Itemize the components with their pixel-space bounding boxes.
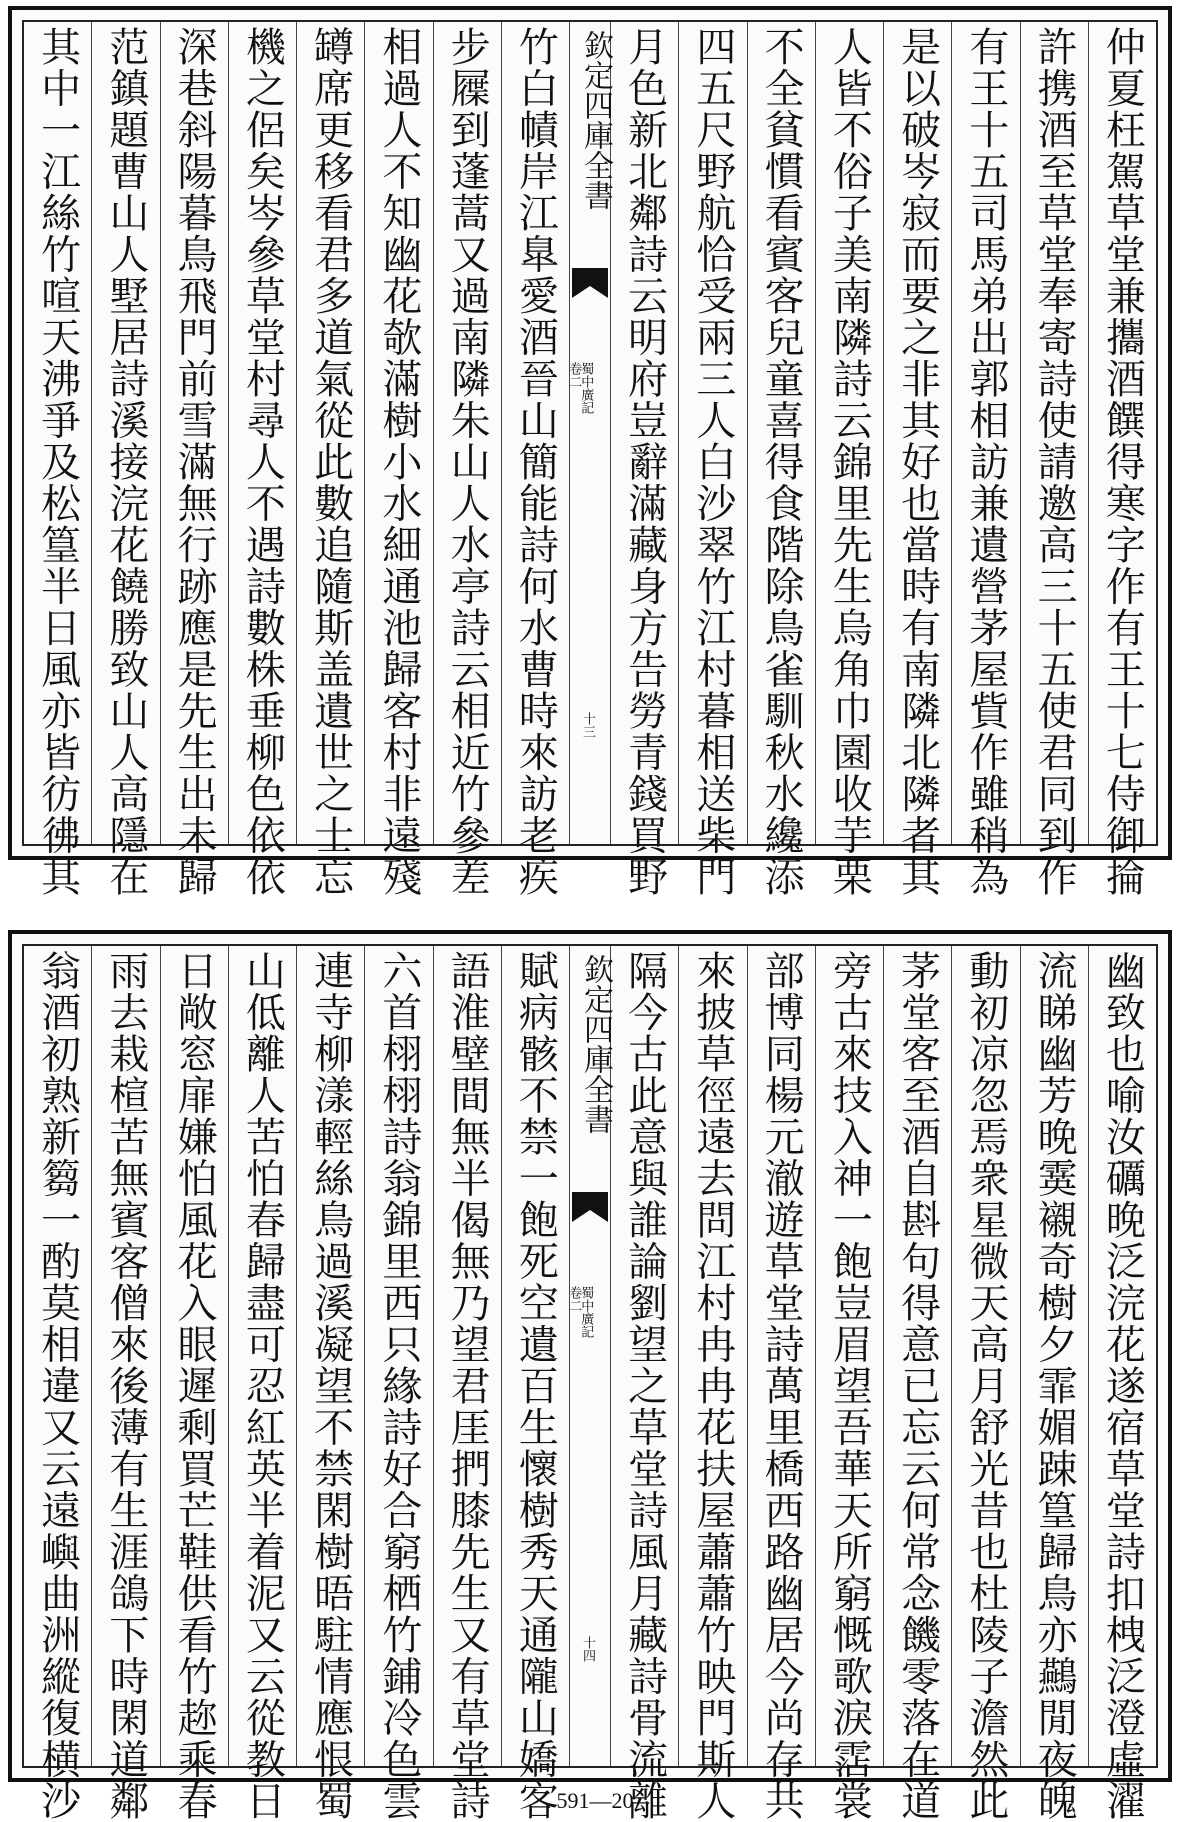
text-column <box>501 22 569 898</box>
column-text: 動初凉忽焉衆星微天高月舒光昔也杜陵子澹然此 <box>962 950 1009 1822</box>
book-subtitle: 蜀中廣記 <box>578 362 594 414</box>
column-text: 其中一江絲竹喧天沸爭及松篁半日風亦皆彷彿其 <box>34 26 81 898</box>
center-fold-margin <box>566 22 613 844</box>
top-page-panel <box>8 6 1172 898</box>
column-text: 日敞窓扉嫌怕風花入眼遲剩買芒鞋供看竹趂乘春 <box>171 950 218 1822</box>
column-text: 是以破岑寂而要之非其好也當時有南隣北隣者其 <box>894 26 941 898</box>
text-column <box>160 946 228 1822</box>
text-column <box>678 946 746 1822</box>
text-column <box>228 946 296 1822</box>
column-text: 部博同楊元澈遊草堂詩萬里橋西路幽居今尚存共 <box>758 950 805 1822</box>
center-fold-margin <box>566 946 613 1766</box>
text-column <box>747 22 815 898</box>
text-column <box>610 22 678 898</box>
text-column <box>815 946 883 1822</box>
column-text: 四五尺野航恰受兩三人白沙翠竹江村暮相送柴門 <box>689 26 736 898</box>
text-column <box>364 946 432 1822</box>
column-text: 連寺柳漾輕絲鳥過溪凝望不禁閑樹晤駐情應恨蜀 <box>307 950 354 1822</box>
fishtail-mark-icon <box>572 268 608 298</box>
column-text: 相過人不知幽花欹滿樹小水細通池歸客村非遠殘 <box>375 26 422 898</box>
column-text: 竹白幘岸江臯愛酒晉山簡能詩何水曹時來訪老疾 <box>512 26 559 898</box>
column-text: 有王十五司馬弟出郭相訪兼遺營茅屋貲作雖稍為 <box>962 26 1009 898</box>
text-column <box>1020 946 1088 1822</box>
column-text: 仲夏枉駕草堂兼攜酒饌得寒字作有王十七侍御掄 <box>1099 26 1146 898</box>
column-text: 翁酒初熟新篘一酌莫相違又云遠嶼曲洲縱復横沙 <box>34 950 81 1822</box>
text-column <box>160 22 228 898</box>
column-text: 機之侶矣岑參草堂村尋人不遇詩數株垂柳色依依 <box>239 26 286 898</box>
text-column <box>228 22 296 898</box>
text-column <box>501 946 569 1822</box>
text-column <box>433 946 501 1822</box>
column-text: 山低離人苦怕春歸盡可忍紅英半着泥又云從教日 <box>239 950 286 1822</box>
column-text: 許携酒至草堂奉寄詩使請邀高三十五使君同到作 <box>1031 26 1078 898</box>
column-text: 不全貧慣看賓客兒童喜得食階除鳥雀馴秋水纔添 <box>758 26 805 898</box>
column-text: 六首栩栩詩翁錦里西只緣詩好合窮栖竹鋪冷色雲 <box>375 950 422 1822</box>
text-column <box>24 22 91 898</box>
text-column <box>610 946 678 1822</box>
book-header-title: 欽定四庫全書 <box>578 30 613 210</box>
text-column <box>91 22 159 898</box>
book-header-title: 欽定四庫全書 <box>578 954 613 1134</box>
text-column <box>1088 22 1156 898</box>
column-text: 來披草徑遠去問江村冉冉花扶屋蕭蕭竹映門斯人 <box>689 950 736 1822</box>
fishtail-mark-icon <box>572 1192 608 1222</box>
text-column <box>364 22 432 898</box>
text-column <box>1088 946 1156 1822</box>
text-column <box>883 946 951 1822</box>
volume-label: 卷二 <box>566 1286 582 1312</box>
page-number: 十三 <box>580 712 595 738</box>
text-column <box>747 946 815 1822</box>
text-column <box>883 22 951 898</box>
text-column <box>815 22 883 898</box>
text-column <box>1020 22 1088 898</box>
column-text: 旁古來技入神一飽豈眉望吾華天所窮慨歌淚霑裳 <box>826 950 873 1822</box>
text-column <box>91 946 159 1822</box>
column-text: 茅堂客至酒自斟句得意已忘云何常念饑零落在道 <box>894 950 941 1822</box>
column-text: 深巷斜陽暮鳥飛門前雪滿無行跡應是先生出未歸 <box>171 26 218 898</box>
text-column <box>296 22 364 898</box>
column-text: 月色新北鄰詩云明府豈辭滿藏身方告勞青錢買野 <box>621 26 668 898</box>
column-text: 流睇幽芳晚霙襯奇樹夕霏媚踈篁歸鳥亦䴏閒夜魄 <box>1031 950 1078 1822</box>
book-subtitle: 蜀中廣記 <box>578 1286 594 1338</box>
volume-label: 卷二 <box>566 362 582 388</box>
column-text: 范鎮題曹山人墅居詩溪接浣花饒勝致山人高隱在 <box>102 26 149 898</box>
text-column <box>24 946 91 1822</box>
column-text: 人皆不俗子美南隣詩云錦里先生烏角巾園收芋栗 <box>826 26 873 898</box>
text-column <box>951 946 1019 1822</box>
footer-page-label: 591—20 <box>556 1788 634 1813</box>
column-text: 雨去栽楦苦無賓客僧來後薄有生涯鴿下時閑道鄰 <box>102 950 149 1822</box>
column-text: 語淮壁間無半偈無乃望君厓捫膝先生又有草堂詩 <box>444 950 491 1822</box>
column-text: 罇席更移看君多道氣從此數追隨斯盖遺世之士忘 <box>307 26 354 898</box>
text-column <box>296 946 364 1822</box>
column-text: 幽致也喻汝礪晚泛浣花遂宿草堂詩扣栧泛澄虛濯 <box>1099 950 1146 1822</box>
column-text: 步屧到蓬蒿又過南隣朱山人水亭詩云相近竹參差 <box>444 26 491 898</box>
text-column <box>678 22 746 898</box>
top-page-frame <box>22 20 1158 898</box>
page-number: 十四 <box>580 1636 595 1662</box>
text-column <box>433 22 501 898</box>
column-text: 賦病骸不禁一飽死空遺百生懷樹秀天通隴山嬌客 <box>512 950 559 1822</box>
column-text: 隔今古此意與誰論劉望之草堂詩風月藏詩骨流離 <box>621 950 668 1822</box>
text-column <box>951 22 1019 898</box>
